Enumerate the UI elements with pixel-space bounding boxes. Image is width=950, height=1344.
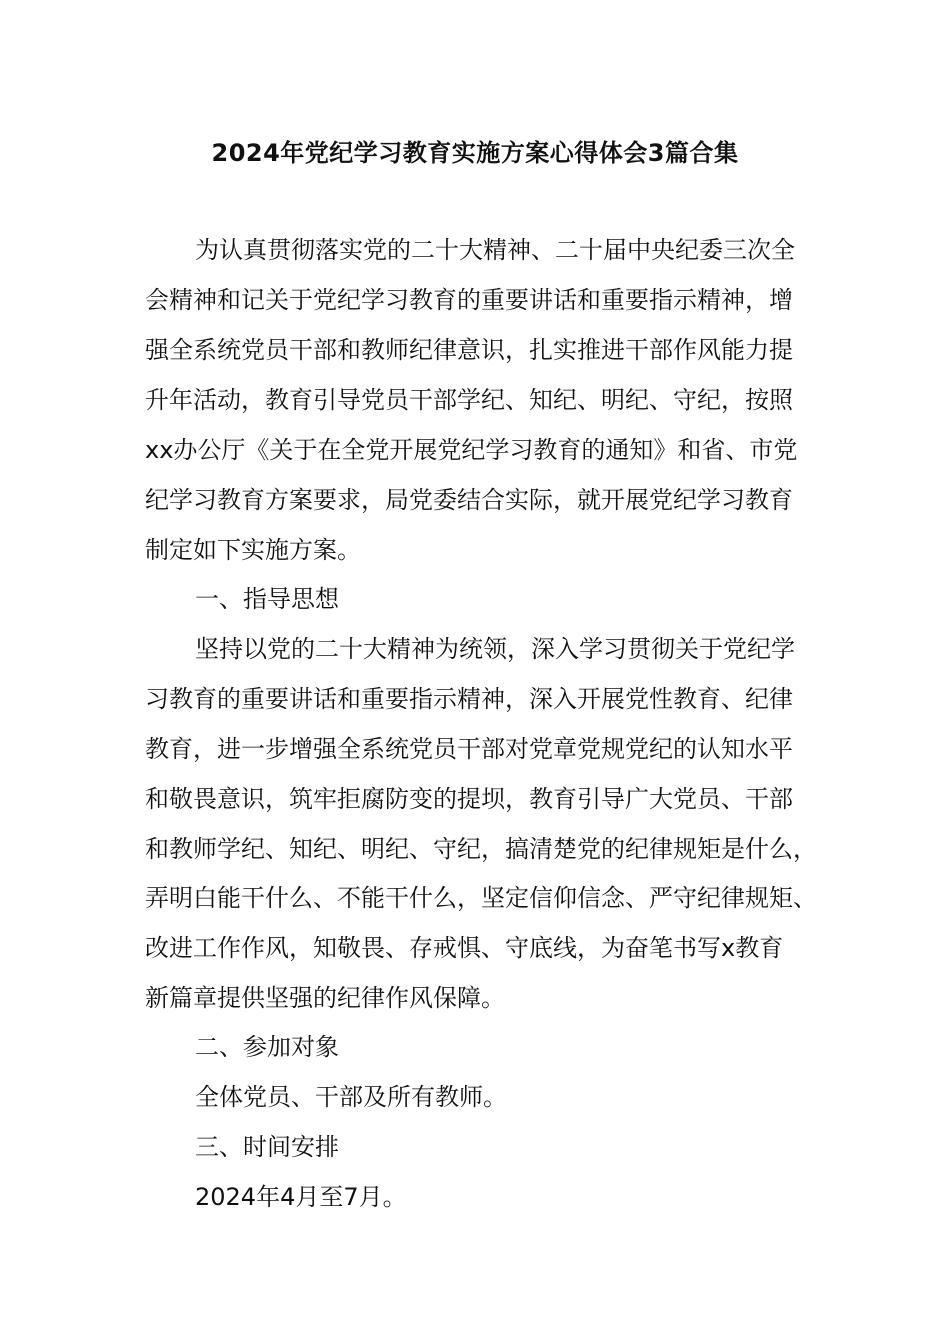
document-title: 2024年党纪学习教育实施方案心得体会3篇合集 (211, 139, 739, 167)
paragraph-line: 2024年4月至7月。 (195, 1183, 407, 1211)
paragraph-line: 全体党员、干部及所有教师。 (195, 1083, 507, 1111)
paragraph-line: 强全系统党员干部和教师纪律意识，扎实推进干部作风能力提 (145, 336, 793, 364)
paragraph-line: 为认真贯彻落实党的二十大精神、二十届中央纪委三次全 (195, 236, 795, 264)
paragraph-line: 改进工作作风，知敬畏、存戒惧、守底线，为奋笔书写x教育 (145, 934, 784, 962)
paragraph-line: 升年活动，教育引导党员干部学纪、知纪、明纪、守纪，按照 (145, 386, 793, 414)
paragraph-line: 教育，进一步增强全系统党员干部对党章党规党纪的认知水平 (145, 735, 793, 763)
paragraph-line: 和教师学纪、知纪、明纪、守纪，搞清楚党的纪律规矩是什么， (145, 835, 817, 863)
section-heading: 二、参加对象 (195, 1033, 339, 1061)
paragraph-line: xx办公厅《关于在全党开展党纪学习教育的通知》和省、市党 (145, 436, 798, 464)
paragraph-line: 会精神和记关于党纪学习教育的重要讲话和重要指示精神，增 (145, 286, 793, 314)
paragraph-line: 和敬畏意识，筑牢拒腐防变的提坝，教育引导广大党员、干部 (145, 785, 793, 813)
section-heading: 一、指导思想 (195, 585, 339, 613)
section-heading: 三、时间安排 (195, 1133, 339, 1161)
paragraph-line: 坚持以党的二十大精神为统领，深入学习贯彻关于党纪学 (195, 635, 795, 663)
paragraph-line: 习教育的重要讲话和重要指示精神，深入开展党性教育、纪律 (145, 685, 793, 713)
paragraph-line: 新篇章提供坚强的纪律作风保障。 (145, 984, 505, 1012)
paragraph-line: 纪学习教育方案要求，局党委结合实际，就开展党纪学习教育 (145, 486, 793, 514)
paragraph-line: 制定如下实施方案。 (145, 536, 361, 564)
paragraph-line: 弄明白能干什么、不能干什么，坚定信仰信念、严守纪律规矩、 (145, 884, 817, 912)
